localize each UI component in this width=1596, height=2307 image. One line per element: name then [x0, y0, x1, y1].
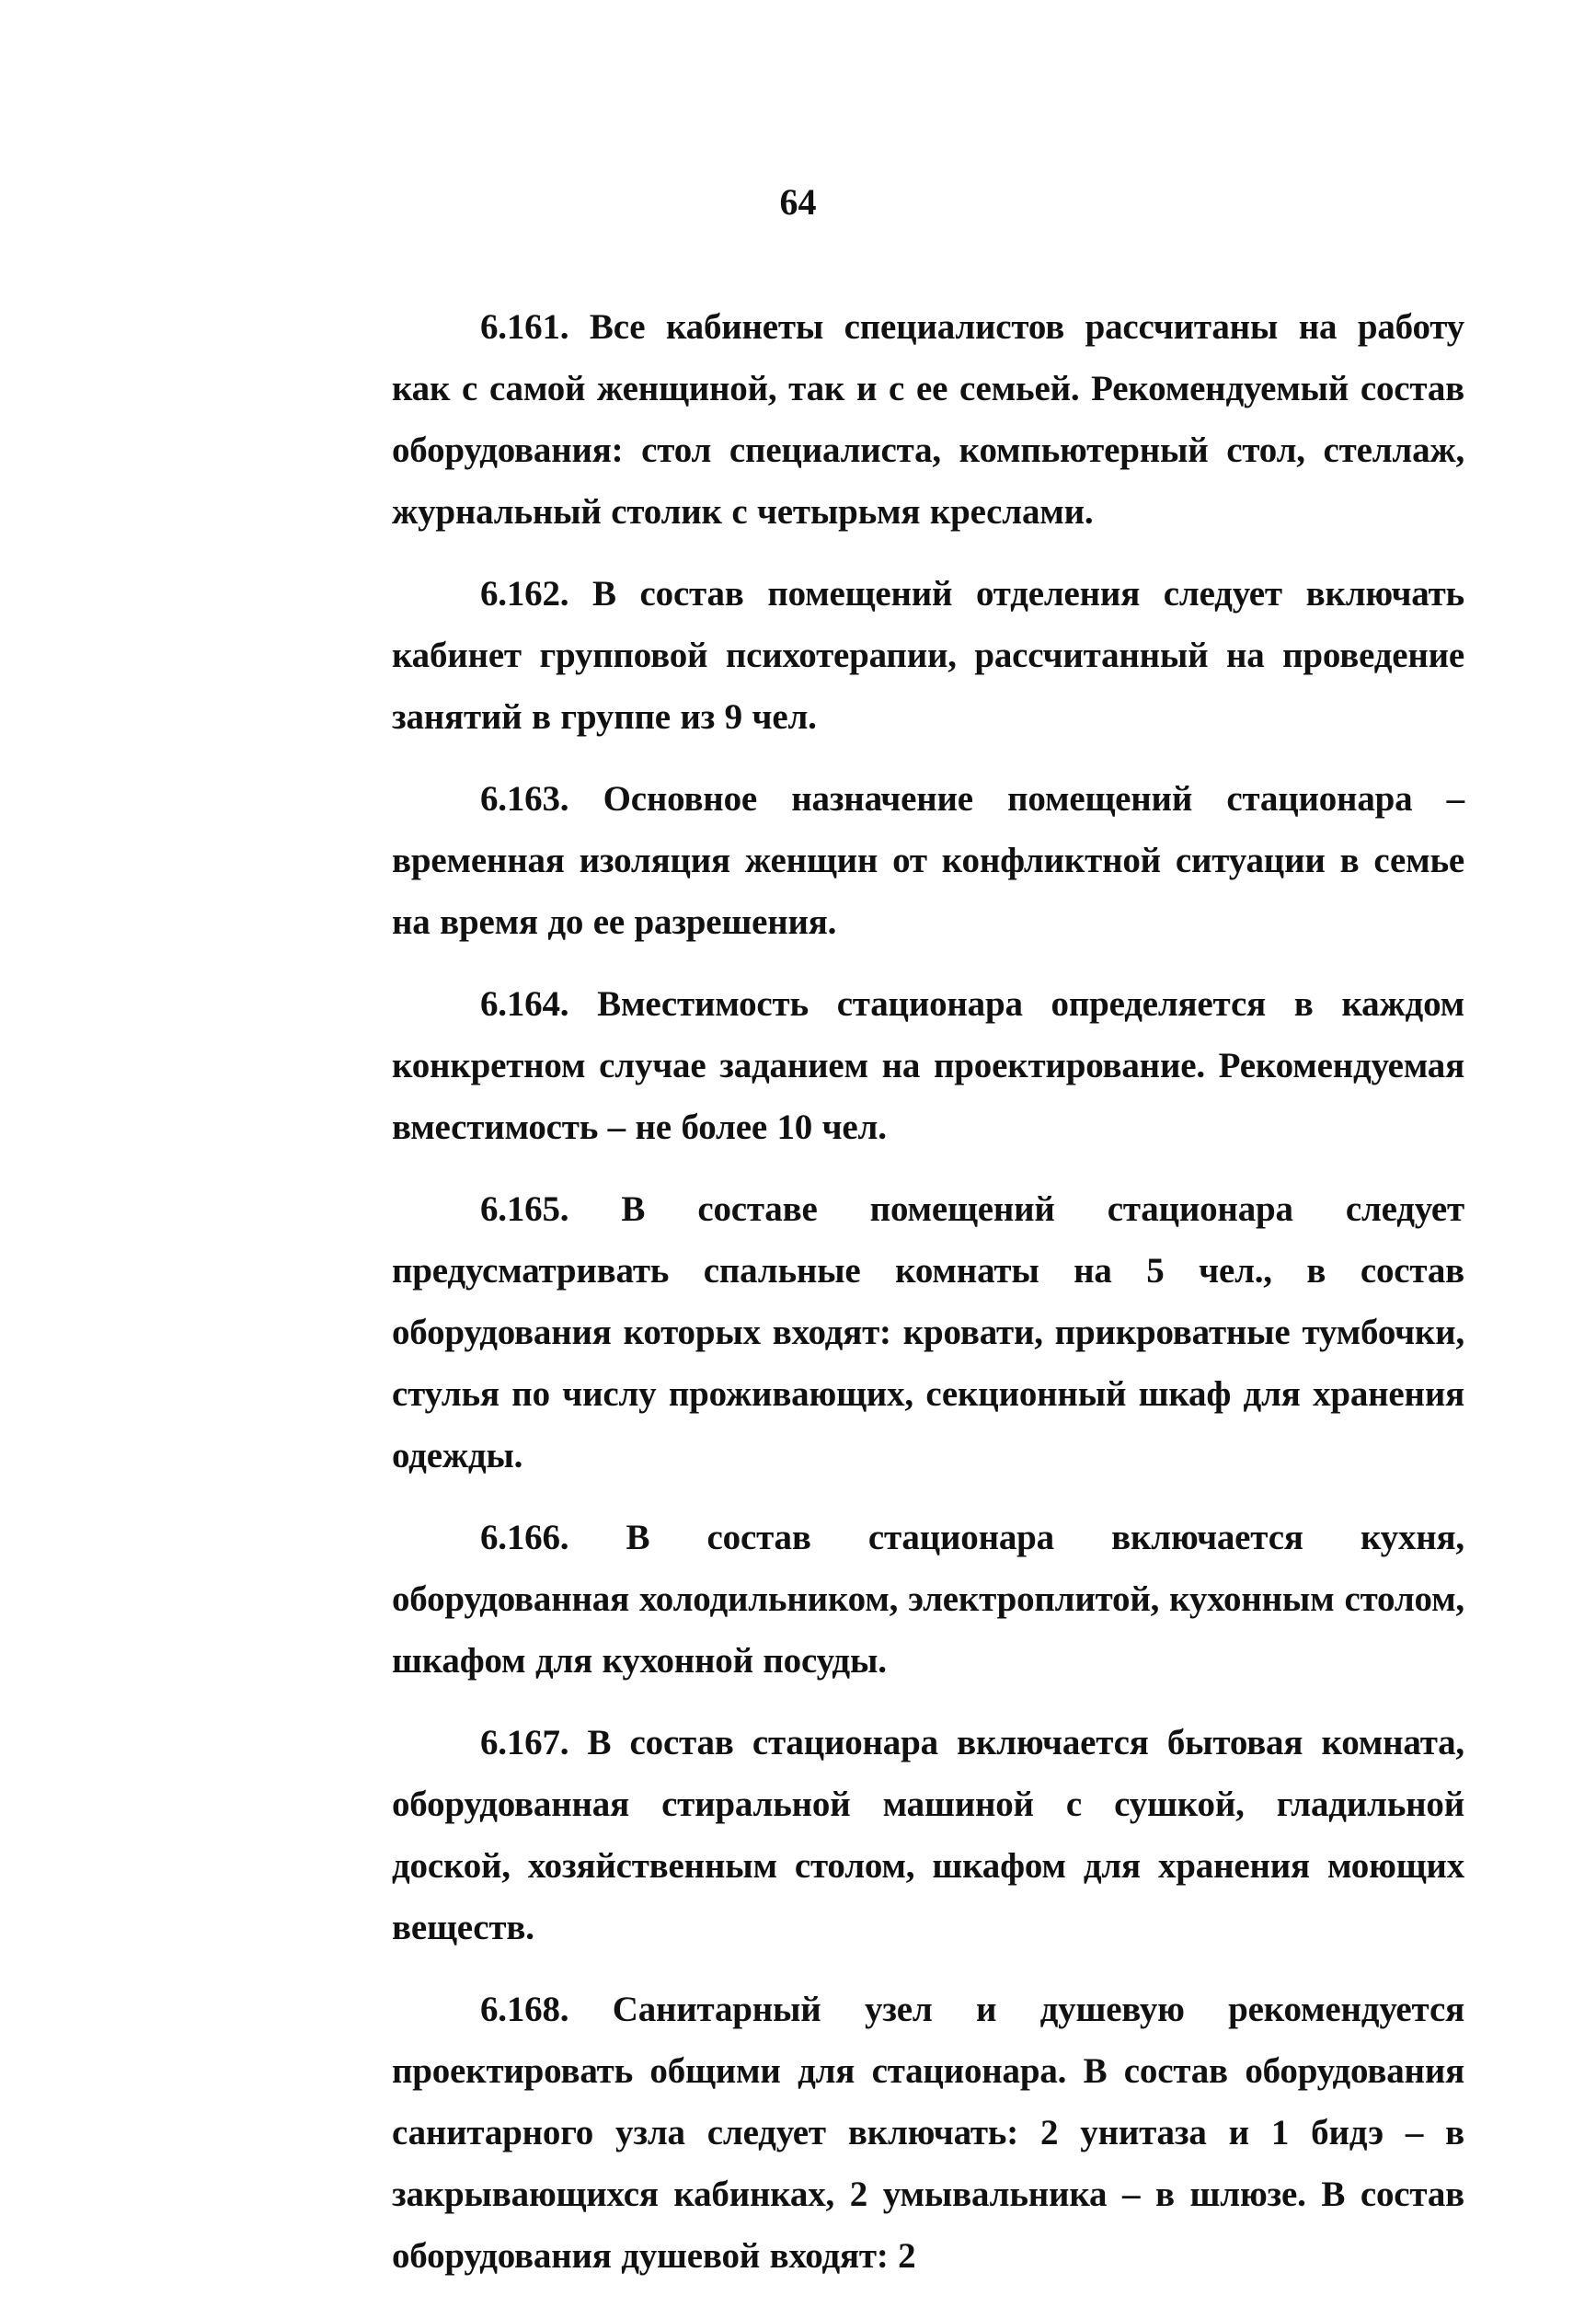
paragraph-6-163: [392, 768, 1464, 953]
paragraph-number: 6.164.: [480, 984, 569, 1024]
paragraph-number: 6.166.: [480, 1518, 569, 1557]
paragraph-number: 6.167.: [480, 1723, 569, 1762]
paragraph-text: В состав стационара включается кухня, оборудованная холодильником, электроплитой, кухонным столом, шкафом для кухонной посуды.: [392, 1518, 1464, 1681]
paragraph-6-164: [392, 973, 1464, 1158]
paragraph-number: 6.162.: [480, 574, 569, 614]
document-body: [392, 296, 1464, 2307]
paragraph-text: В состав помещений отделения следует включать кабинет групповой психотерапии, рассчитанный на проведение занятий в группе из 9 чел.: [392, 574, 1464, 737]
paragraph-text: Основное назначение помещений стационара – временная изоляция женщин от конфликтной ситуации в семье на время до ее разрешения.: [392, 779, 1464, 942]
paragraph-number: 6.165.: [480, 1189, 569, 1229]
paragraph-6-161: [392, 296, 1464, 543]
paragraph-text: Санитарный узел и душевую рекомендуется проектировать общими для стационара. В состав оборудования санитарного узла следует включать: 2 унитаза и 1 бидэ – в закрывающихся кабинках, 2 умывальника – в шлюзе. В состав оборудования душевой входят: 2: [392, 1990, 1464, 2276]
page-number: 64: [779, 181, 817, 223]
paragraph-6-167: [392, 1712, 1464, 1958]
paragraph-6-168: [392, 1979, 1464, 2287]
paragraph-6-162: [392, 563, 1464, 748]
paragraph-text: В состав стационара включается бытовая комната, оборудованная стиральной машиной с сушкой, гладильной доской, хозяйственным столом, шкафом для хранения моющих веществ.: [392, 1723, 1464, 1947]
paragraph-text: Все кабинеты специалистов рассчитаны на работу как с самой женщиной, так и с ее семьей. Рекомендуемый состав оборудования: стол специалиста, компьютерный стол, стеллаж, журнальный столик с четырьмя креслами.: [392, 307, 1464, 532]
paragraph-number: 6.163.: [480, 779, 569, 819]
paragraph-number: 6.168.: [480, 1990, 569, 2029]
paragraph-text: В составе помещений стационара следует предусматривать спальные комнаты на 5 чел., в состав оборудования которых входят: кровати, прикроватные тумбочки, стулья по числу проживающих, секционный шкаф для хранения одежды.: [392, 1189, 1464, 1475]
paragraph-number: 6.161.: [480, 307, 569, 347]
paragraph-6-166: [392, 1507, 1464, 1692]
paragraph-6-165: [392, 1178, 1464, 1486]
paragraph-text: Вместимость стационара определяется в каждом конкретном случае заданием на проектирование. Рекомендуемая вместимость – не более 10 чел.: [392, 984, 1464, 1147]
